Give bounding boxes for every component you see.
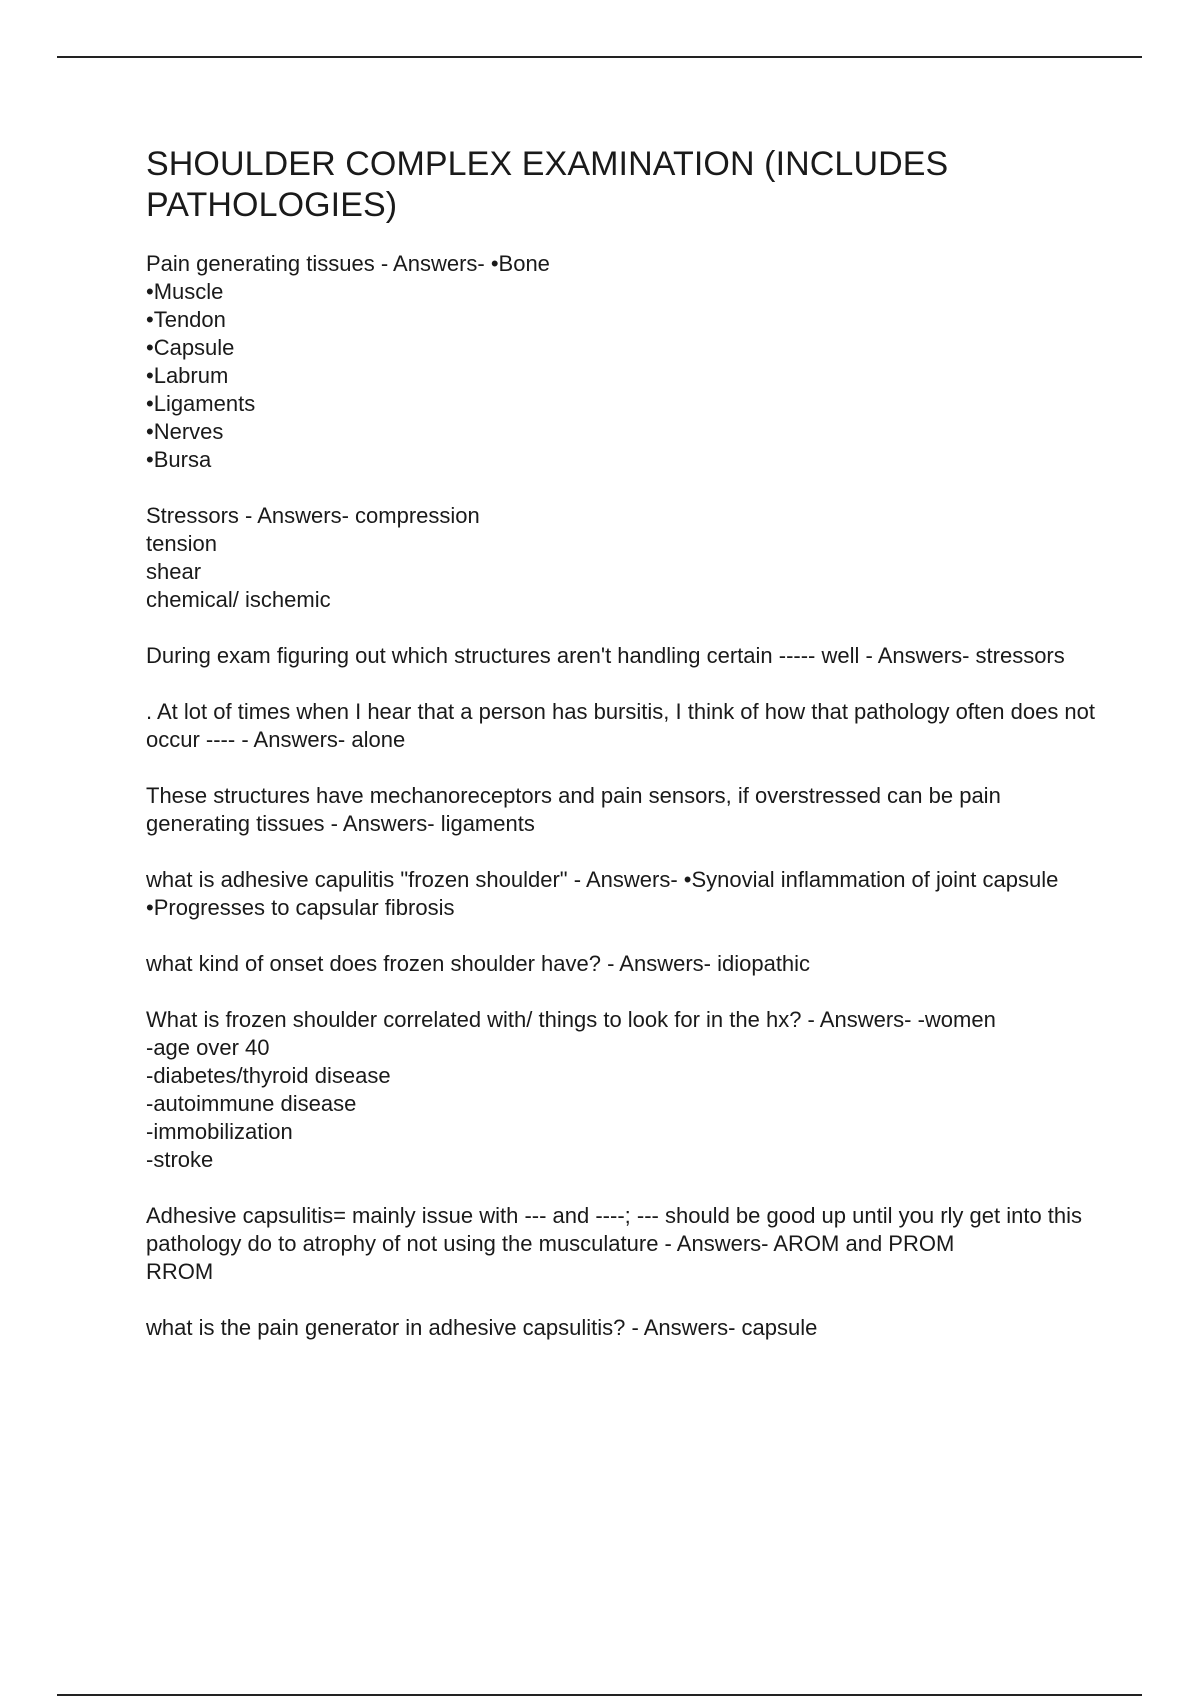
qa-ligaments: These structures have mechanoreceptors and pain sensors, if overstressed can be pain generating tissues - Answers- ligaments bbox=[146, 783, 1001, 836]
qa-adhesive-capsulitis-definition: what is adhesive capulitis "frozen shoulder" - Answers- •Synovial inflammation of joint capsule •Progresses to capsular fibrosis bbox=[146, 867, 1059, 920]
document-body bbox=[146, 144, 1096, 1370]
qa-bursitis: . At lot of times when I hear that a person has bursitis, I think of how that pathology often does not occur ---- - Answers- alone bbox=[146, 699, 1096, 752]
qa-frozen-shoulder-onset: what kind of onset does frozen shoulder have? - Answers- idiopathic bbox=[146, 951, 811, 976]
bottom-divider bbox=[57, 1694, 1142, 1696]
qa-stressors: Stressors - Answers- compression tension shear chemical/ ischemic bbox=[146, 503, 480, 612]
qa-pain-generator: what is the pain generator in adhesive capsulitis? - Answers- capsule bbox=[146, 1315, 818, 1340]
top-divider bbox=[57, 56, 1142, 58]
document-title: SHOULDER COMPLEX EXAMINATION (INCLUDES PATHOLOGIES) bbox=[146, 145, 949, 224]
qa-frozen-shoulder-correlates: What is frozen shoulder correlated with/ things to look for in the hx? - Answers- -women -age over 40 -diabetes/thyroid disease -autoimmune disease -immobilization -stroke bbox=[146, 1007, 996, 1172]
qa-adhesive-capsulitis-rom: Adhesive capsulitis= mainly issue with --- and ----; --- should be good up until you rly get into this pathology do to atrophy of not using the musculature - Answers- AROM and PROM RROM bbox=[146, 1203, 1083, 1284]
qa-exam-structures: During exam figuring out which structures aren't handling certain ----- well - Answers- stressors bbox=[146, 643, 1065, 668]
qa-pain-generating-tissues: Pain generating tissues - Answers- •Bone •Muscle •Tendon •Capsule •Labrum •Ligaments •Nerves •Bursa bbox=[146, 251, 550, 472]
